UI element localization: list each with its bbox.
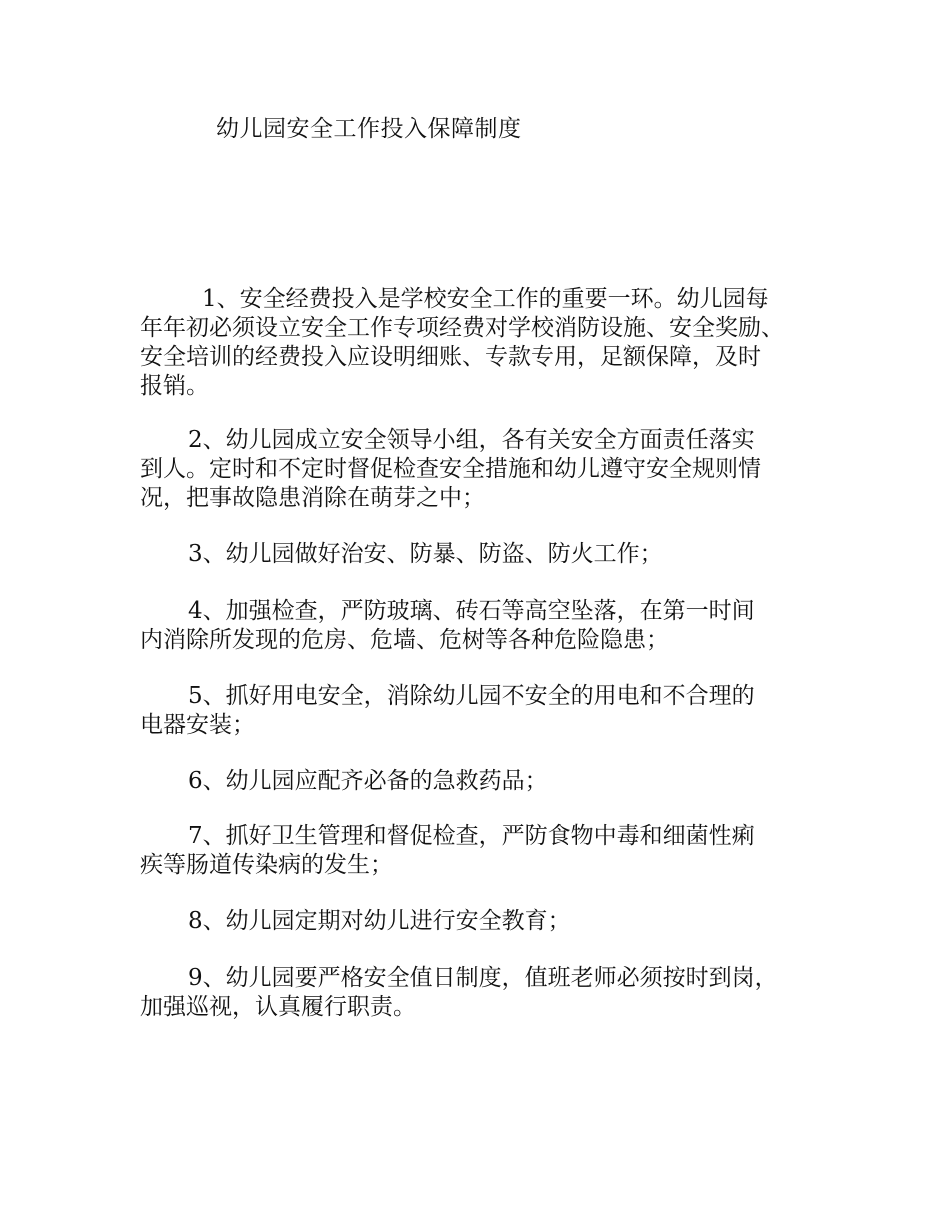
- paragraph-9: [140, 964, 840, 1022]
- paragraph-line: 内消除所发现的危房、危墙、危树等各种危险隐患；: [140, 627, 669, 653]
- paragraph-2: [140, 426, 840, 513]
- paragraph-line: 7、抓好卫生管理和督促检查，严防食物中毒和细菌性痢: [188, 823, 755, 849]
- paragraph-line: 3、幼儿园做好治安、防暴、防盗、防火工作；: [188, 541, 663, 567]
- paragraph-8: [140, 907, 840, 936]
- paragraph-line: 5、抓好用电安全，消除幼儿园不安全的用电和不合理的: [188, 683, 755, 709]
- paragraph-line: 到人。定时和不定时督促检查安全措施和幼儿遵守安全规则情: [140, 456, 761, 482]
- paragraph-line: 9、幼儿园要严格安全值日制度，值班老师必须按时到岗，: [188, 965, 778, 991]
- paragraph-line: 报销。: [140, 373, 209, 399]
- paragraph-line: 疾等肠道传染病的发生；: [140, 852, 393, 878]
- paragraph-line: 安全培训的经费投入应设明细账、专款专用，足额保障，及时: [140, 344, 761, 370]
- paragraph-7: [140, 822, 840, 880]
- paragraph-line: 况，把事故隐患消除在萌芽之中；: [140, 485, 485, 511]
- document-title: 幼儿园安全工作投入保障制度: [216, 116, 522, 142]
- paragraph-line: 电器安装；: [140, 712, 255, 738]
- paragraph-line: 1、安全经费投入是学校安全工作的重要一环。幼儿园每: [202, 286, 769, 312]
- paragraph-6: [140, 767, 840, 796]
- paragraph-1: [140, 285, 840, 401]
- paragraph-line: 2、幼儿园成立安全领导小组，各有关安全方面责任落实: [188, 427, 755, 453]
- paragraph-line: 4、加强检查，严防玻璃、砖石等高空坠落，在第一时间: [188, 598, 755, 624]
- paragraph-line: 8、幼儿园定期对幼儿进行安全教育；: [188, 908, 571, 934]
- paragraph-line: 6、幼儿园应配齐必备的急救药品；: [188, 768, 548, 794]
- paragraph-line: 加强巡视，认真履行职责。: [140, 994, 416, 1020]
- paragraph-line: 年年初必须设立安全工作专项经费对学校消防设施、安全奖励、: [140, 315, 784, 341]
- paragraph-3: [140, 540, 840, 569]
- paragraph-5: [140, 682, 840, 740]
- paragraph-4: [140, 597, 840, 655]
